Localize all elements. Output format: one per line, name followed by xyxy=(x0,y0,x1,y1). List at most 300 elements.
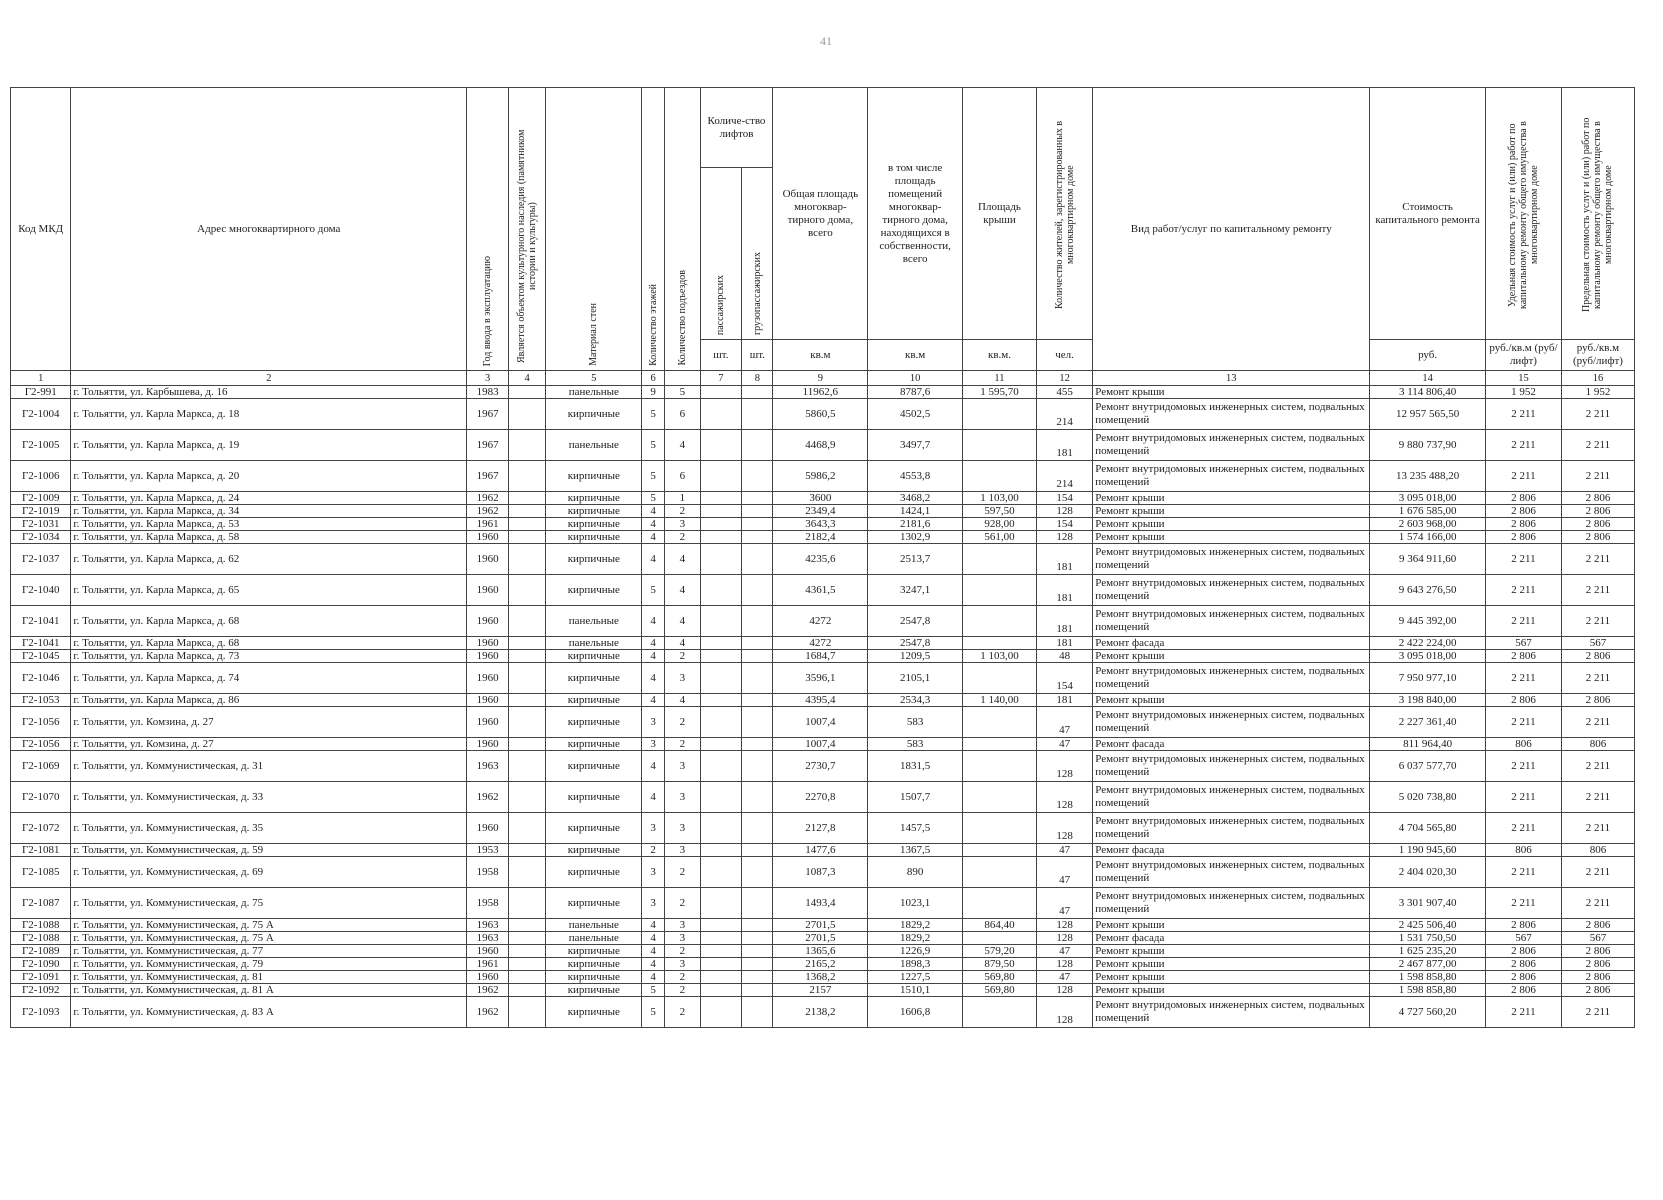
cell-total-area: 11962,6 xyxy=(773,386,868,399)
cell-wall-material: кирпичные xyxy=(546,707,642,738)
cell-limit-cost: 2 211 xyxy=(1561,813,1634,844)
column-number: 9 xyxy=(773,371,868,386)
cell-entrances: 2 xyxy=(665,650,700,663)
cell-passenger-lifts xyxy=(700,997,742,1028)
header-year: Год ввода в эксплуатацию xyxy=(467,88,509,371)
table-row xyxy=(11,544,1635,575)
cell-repair-cost: 2 603 968,00 xyxy=(1370,518,1486,531)
cell-owned-area: 1302,9 xyxy=(868,531,963,544)
cell-year: 1962 xyxy=(467,782,509,813)
cell-floors: 4 xyxy=(642,663,665,694)
cell-heritage xyxy=(508,997,546,1028)
cell-heritage xyxy=(508,637,546,650)
cell-address: г. Тольятти, ул. Коммунистическая, д. 75 А xyxy=(71,932,467,945)
cell-residents: 128 xyxy=(1036,531,1092,544)
cell-limit-cost: 2 211 xyxy=(1561,857,1634,888)
cell-owned-area: 1209,5 xyxy=(868,650,963,663)
cell-year: 1967 xyxy=(467,399,509,430)
cell-unit-cost: 2 211 xyxy=(1485,461,1561,492)
cell-floors: 3 xyxy=(642,738,665,751)
cell-roof-area xyxy=(963,888,1037,919)
column-number: 15 xyxy=(1485,371,1561,386)
cell-work-type: Ремонт крыши xyxy=(1093,505,1370,518)
cell-floors: 5 xyxy=(642,575,665,606)
header-entrances: Количество подъездов xyxy=(665,88,700,371)
cell-roof-area: 928,00 xyxy=(963,518,1037,531)
cell-wall-material: кирпичные xyxy=(546,461,642,492)
cell-residents: 128 xyxy=(1036,782,1092,813)
column-number: 13 xyxy=(1093,371,1370,386)
cell-total-area: 1368,2 xyxy=(773,971,868,984)
cell-owned-area: 1457,5 xyxy=(868,813,963,844)
cell-freight-lifts xyxy=(742,971,773,984)
cell-unit-cost: 2 211 xyxy=(1485,606,1561,637)
cell-passenger-lifts xyxy=(700,386,742,399)
cell-passenger-lifts xyxy=(700,751,742,782)
cell-year: 1962 xyxy=(467,492,509,505)
cell-roof-area xyxy=(963,782,1037,813)
cell-floors: 4 xyxy=(642,650,665,663)
page-number: 41 xyxy=(820,34,832,48)
cell-entrances: 3 xyxy=(665,844,700,857)
cell-mkd-code: Г2-1031 xyxy=(11,518,71,531)
cell-limit-cost: 1 952 xyxy=(1561,386,1634,399)
cell-floors: 4 xyxy=(642,945,665,958)
cell-address: г. Тольятти, ул. Коммунистическая, д. 59 xyxy=(71,844,467,857)
cell-repair-cost: 4 704 565,80 xyxy=(1370,813,1486,844)
cell-owned-area: 1227,5 xyxy=(868,971,963,984)
cell-mkd-code: Г2-1085 xyxy=(11,857,71,888)
table-body xyxy=(11,386,1635,1028)
cell-heritage xyxy=(508,505,546,518)
cell-work-type: Ремонт внутридомовых инженерных систем, подвальных помещений xyxy=(1093,544,1370,575)
cell-floors: 4 xyxy=(642,518,665,531)
cell-mkd-code: Г2-1069 xyxy=(11,751,71,782)
cell-wall-material: кирпичные xyxy=(546,844,642,857)
table-row xyxy=(11,399,1635,430)
cell-mkd-code: Г2-1053 xyxy=(11,694,71,707)
cell-roof-area: 569,80 xyxy=(963,984,1037,997)
cell-owned-area: 1510,1 xyxy=(868,984,963,997)
cell-floors: 4 xyxy=(642,606,665,637)
cell-floors: 4 xyxy=(642,932,665,945)
cell-year: 1963 xyxy=(467,919,509,932)
cell-freight-lifts xyxy=(742,782,773,813)
cell-work-type: Ремонт крыши xyxy=(1093,958,1370,971)
cell-limit-cost: 2 211 xyxy=(1561,888,1634,919)
cell-repair-cost: 7 950 977,10 xyxy=(1370,663,1486,694)
cell-limit-cost: 2 806 xyxy=(1561,505,1634,518)
cell-total-area: 2182,4 xyxy=(773,531,868,544)
cell-passenger-lifts xyxy=(700,971,742,984)
table-row xyxy=(11,386,1635,399)
cell-freight-lifts xyxy=(742,650,773,663)
cell-wall-material: кирпичные xyxy=(546,738,642,751)
cell-unit-cost: 2 806 xyxy=(1485,945,1561,958)
cell-owned-area: 2513,7 xyxy=(868,544,963,575)
cell-year: 1963 xyxy=(467,932,509,945)
cell-repair-cost: 3 095 018,00 xyxy=(1370,650,1486,663)
cell-address: г. Тольятти, ул. Комзина, д. 27 xyxy=(71,738,467,751)
cell-mkd-code: Г2-1072 xyxy=(11,813,71,844)
cell-entrances: 4 xyxy=(665,544,700,575)
cell-unit-cost: 2 806 xyxy=(1485,971,1561,984)
table-row xyxy=(11,430,1635,461)
cell-wall-material: кирпичные xyxy=(546,531,642,544)
unit-limit-cost: руб./кв.м (руб/лифт) xyxy=(1561,340,1634,371)
cell-owned-area: 4553,8 xyxy=(868,461,963,492)
header-residents: Количество жителей, зарегистрированных в многоквартирном доме xyxy=(1036,88,1092,340)
cell-total-area: 2165,2 xyxy=(773,958,868,971)
cell-freight-lifts xyxy=(742,606,773,637)
cell-entrances: 2 xyxy=(665,531,700,544)
cell-mkd-code: Г2-1081 xyxy=(11,844,71,857)
cell-owned-area: 1424,1 xyxy=(868,505,963,518)
cell-entrances: 2 xyxy=(665,971,700,984)
table-row xyxy=(11,958,1635,971)
cell-roof-area: 879,50 xyxy=(963,958,1037,971)
cell-wall-material: кирпичные xyxy=(546,945,642,958)
cell-residents: 128 xyxy=(1036,958,1092,971)
cell-roof-area: 1 140,00 xyxy=(963,694,1037,707)
cell-mkd-code: Г2-1092 xyxy=(11,984,71,997)
header-heritage: Является объектом культурного наследия (памятником истории и культуры) xyxy=(508,88,546,371)
cell-entrances: 3 xyxy=(665,782,700,813)
cell-residents: 128 xyxy=(1036,984,1092,997)
cell-wall-material: кирпичные xyxy=(546,971,642,984)
cell-heritage xyxy=(508,738,546,751)
table-row xyxy=(11,694,1635,707)
cell-heritage xyxy=(508,694,546,707)
cell-floors: 3 xyxy=(642,857,665,888)
cell-heritage xyxy=(508,518,546,531)
cell-freight-lifts xyxy=(742,518,773,531)
cell-entrances: 1 xyxy=(665,492,700,505)
cell-roof-area: 1 103,00 xyxy=(963,492,1037,505)
unit-total-area: кв.м xyxy=(773,340,868,371)
cell-total-area: 1365,6 xyxy=(773,945,868,958)
cell-wall-material: кирпичные xyxy=(546,505,642,518)
cell-total-area: 1007,4 xyxy=(773,707,868,738)
cell-repair-cost: 1 625 235,20 xyxy=(1370,945,1486,958)
table-row xyxy=(11,857,1635,888)
cell-roof-area xyxy=(963,738,1037,751)
column-number: 6 xyxy=(642,371,665,386)
cell-work-type: Ремонт фасада xyxy=(1093,932,1370,945)
cell-address: г. Тольятти, ул. Карла Маркса, д. 62 xyxy=(71,544,467,575)
cell-mkd-code: Г2-991 xyxy=(11,386,71,399)
column-number: 1 xyxy=(11,371,71,386)
table-row xyxy=(11,518,1635,531)
cell-total-area: 1684,7 xyxy=(773,650,868,663)
cell-wall-material: кирпичные xyxy=(546,997,642,1028)
cell-unit-cost: 2 211 xyxy=(1485,888,1561,919)
cell-repair-cost: 3 301 907,40 xyxy=(1370,888,1486,919)
table-row xyxy=(11,997,1635,1028)
cell-year: 1960 xyxy=(467,531,509,544)
cell-mkd-code: Г2-1091 xyxy=(11,971,71,984)
cell-total-area: 4272 xyxy=(773,606,868,637)
cell-entrances: 4 xyxy=(665,430,700,461)
column-number: 7 xyxy=(700,371,742,386)
cell-mkd-code: Г2-1088 xyxy=(11,919,71,932)
cell-limit-cost: 2 211 xyxy=(1561,751,1634,782)
cell-passenger-lifts xyxy=(700,399,742,430)
table-row xyxy=(11,932,1635,945)
cell-work-type: Ремонт внутридомовых инженерных систем, подвальных помещений xyxy=(1093,813,1370,844)
cell-unit-cost: 2 806 xyxy=(1485,492,1561,505)
cell-heritage xyxy=(508,782,546,813)
cell-repair-cost: 2 422 224,00 xyxy=(1370,637,1486,650)
table-row xyxy=(11,531,1635,544)
cell-limit-cost: 2 806 xyxy=(1561,531,1634,544)
cell-floors: 4 xyxy=(642,919,665,932)
cell-heritage xyxy=(508,751,546,782)
cell-owned-area: 1023,1 xyxy=(868,888,963,919)
column-number: 14 xyxy=(1370,371,1486,386)
cell-entrances: 4 xyxy=(665,606,700,637)
cell-entrances: 3 xyxy=(665,663,700,694)
cell-entrances: 3 xyxy=(665,932,700,945)
cell-passenger-lifts xyxy=(700,531,742,544)
unit-roof-area: кв.м. xyxy=(963,340,1037,371)
cell-owned-area: 1507,7 xyxy=(868,782,963,813)
cell-mkd-code: Г2-1056 xyxy=(11,738,71,751)
cell-mkd-code: Г2-1034 xyxy=(11,531,71,544)
cell-entrances: 2 xyxy=(665,945,700,958)
cell-freight-lifts xyxy=(742,694,773,707)
cell-address: г. Тольятти, ул. Карла Маркса, д. 20 xyxy=(71,461,467,492)
cell-total-area: 3596,1 xyxy=(773,663,868,694)
cell-heritage xyxy=(508,844,546,857)
cell-residents: 181 xyxy=(1036,694,1092,707)
cell-owned-area: 583 xyxy=(868,707,963,738)
cell-unit-cost: 2 806 xyxy=(1485,518,1561,531)
cell-roof-area: 1 595,70 xyxy=(963,386,1037,399)
cell-owned-area: 3247,1 xyxy=(868,575,963,606)
cell-floors: 4 xyxy=(642,505,665,518)
cell-year: 1960 xyxy=(467,663,509,694)
cell-repair-cost: 3 095 018,00 xyxy=(1370,492,1486,505)
cell-address: г. Тольятти, ул. Коммунистическая, д. 79 xyxy=(71,958,467,971)
cell-residents: 128 xyxy=(1036,919,1092,932)
cell-address: г. Тольятти, ул. Карла Маркса, д. 68 xyxy=(71,637,467,650)
cell-work-type: Ремонт внутридомовых инженерных систем, подвальных помещений xyxy=(1093,606,1370,637)
cell-limit-cost: 2 806 xyxy=(1561,971,1634,984)
cell-limit-cost: 2 211 xyxy=(1561,663,1634,694)
cell-unit-cost: 2 211 xyxy=(1485,707,1561,738)
cell-residents: 47 xyxy=(1036,945,1092,958)
cell-year: 1958 xyxy=(467,888,509,919)
cell-limit-cost: 2 211 xyxy=(1561,430,1634,461)
cell-owned-area: 1606,8 xyxy=(868,997,963,1028)
cell-total-area: 1477,6 xyxy=(773,844,868,857)
cell-address: г. Тольятти, ул. Коммунистическая, д. 35 xyxy=(71,813,467,844)
column-number: 5 xyxy=(546,371,642,386)
column-number-row xyxy=(11,371,1635,386)
column-number: 3 xyxy=(467,371,509,386)
cell-residents: 47 xyxy=(1036,971,1092,984)
cell-entrances: 2 xyxy=(665,505,700,518)
cell-work-type: Ремонт внутридомовых инженерных систем, подвальных помещений xyxy=(1093,857,1370,888)
cell-roof-area: 597,50 xyxy=(963,505,1037,518)
cell-total-area: 4361,5 xyxy=(773,575,868,606)
cell-heritage xyxy=(508,575,546,606)
table-row xyxy=(11,945,1635,958)
cell-year: 1961 xyxy=(467,958,509,971)
cell-residents: 154 xyxy=(1036,492,1092,505)
cell-wall-material: панельные xyxy=(546,919,642,932)
cell-roof-area xyxy=(963,707,1037,738)
header-roof-area: Площадь крыши xyxy=(963,88,1037,340)
cell-floors: 2 xyxy=(642,844,665,857)
cell-address: г. Тольятти, ул. Карла Маркса, д. 53 xyxy=(71,518,467,531)
cell-limit-cost: 2 211 xyxy=(1561,707,1634,738)
cell-roof-area: 579,20 xyxy=(963,945,1037,958)
cell-entrances: 3 xyxy=(665,958,700,971)
cell-address: г. Тольятти, ул. Карла Маркса, д. 65 xyxy=(71,575,467,606)
cell-freight-lifts xyxy=(742,399,773,430)
cell-passenger-lifts xyxy=(700,694,742,707)
cell-total-area: 4395,4 xyxy=(773,694,868,707)
cell-owned-area: 1831,5 xyxy=(868,751,963,782)
cell-passenger-lifts xyxy=(700,958,742,971)
cell-year: 1960 xyxy=(467,945,509,958)
cell-unit-cost: 2 806 xyxy=(1485,505,1561,518)
cell-freight-lifts xyxy=(742,707,773,738)
cell-residents: 455 xyxy=(1036,386,1092,399)
cell-unit-cost: 567 xyxy=(1485,637,1561,650)
cell-passenger-lifts xyxy=(700,505,742,518)
cell-passenger-lifts xyxy=(700,857,742,888)
header-floors: Количество этажей xyxy=(642,88,665,371)
cell-freight-lifts xyxy=(742,813,773,844)
cell-entrances: 2 xyxy=(665,857,700,888)
cell-total-area: 1007,4 xyxy=(773,738,868,751)
cell-floors: 5 xyxy=(642,997,665,1028)
cell-freight-lifts xyxy=(742,386,773,399)
cell-freight-lifts xyxy=(742,430,773,461)
cell-residents: 48 xyxy=(1036,650,1092,663)
cell-year: 1962 xyxy=(467,997,509,1028)
cell-floors: 5 xyxy=(642,461,665,492)
cell-floors: 5 xyxy=(642,492,665,505)
cell-residents: 128 xyxy=(1036,813,1092,844)
cell-entrances: 6 xyxy=(665,399,700,430)
cell-entrances: 4 xyxy=(665,694,700,707)
cell-heritage xyxy=(508,945,546,958)
cell-roof-area xyxy=(963,857,1037,888)
cell-year: 1962 xyxy=(467,505,509,518)
cell-owned-area: 1367,5 xyxy=(868,844,963,857)
cell-limit-cost: 2 211 xyxy=(1561,575,1634,606)
cell-heritage xyxy=(508,857,546,888)
cell-limit-cost: 2 806 xyxy=(1561,919,1634,932)
cell-entrances: 2 xyxy=(665,707,700,738)
cell-heritage xyxy=(508,650,546,663)
cell-limit-cost: 2 211 xyxy=(1561,544,1634,575)
cell-address: г. Тольятти, ул. Комзина, д. 27 xyxy=(71,707,467,738)
cell-wall-material: панельные xyxy=(546,430,642,461)
cell-limit-cost: 2 806 xyxy=(1561,694,1634,707)
header-wall-material: Материал стен xyxy=(546,88,642,371)
cell-freight-lifts xyxy=(742,505,773,518)
cell-repair-cost: 1 598 858,80 xyxy=(1370,971,1486,984)
unit-owned-area: кв.м xyxy=(868,340,963,371)
cell-limit-cost: 567 xyxy=(1561,637,1634,650)
cell-repair-cost: 2 404 020,30 xyxy=(1370,857,1486,888)
cell-work-type: Ремонт крыши xyxy=(1093,492,1370,505)
unit-passenger-lifts: шт. xyxy=(700,340,742,371)
header-freight-lifts: грузопассажирских xyxy=(742,168,773,340)
column-number: 16 xyxy=(1561,371,1634,386)
cell-address: г. Тольятти, ул. Коммунистическая, д. 81 xyxy=(71,971,467,984)
cell-residents: 47 xyxy=(1036,888,1092,919)
cell-residents: 47 xyxy=(1036,857,1092,888)
cell-repair-cost: 2 467 877,00 xyxy=(1370,958,1486,971)
cell-residents: 214 xyxy=(1036,399,1092,430)
cell-work-type: Ремонт крыши xyxy=(1093,984,1370,997)
cell-mkd-code: Г2-1088 xyxy=(11,932,71,945)
header-work-type: Вид работ/услуг по капитальному ремонту xyxy=(1093,88,1370,371)
cell-total-area: 5860,5 xyxy=(773,399,868,430)
cell-repair-cost: 2 425 506,40 xyxy=(1370,919,1486,932)
table-row xyxy=(11,637,1635,650)
cell-residents: 154 xyxy=(1036,518,1092,531)
cell-roof-area xyxy=(963,997,1037,1028)
cell-freight-lifts xyxy=(742,932,773,945)
cell-total-area: 2157 xyxy=(773,984,868,997)
cell-wall-material: панельные xyxy=(546,606,642,637)
cell-heritage xyxy=(508,707,546,738)
column-number: 11 xyxy=(963,371,1037,386)
cell-freight-lifts xyxy=(742,958,773,971)
cell-mkd-code: Г2-1037 xyxy=(11,544,71,575)
cell-year: 1967 xyxy=(467,461,509,492)
cell-mkd-code: Г2-1070 xyxy=(11,782,71,813)
cell-residents: 181 xyxy=(1036,544,1092,575)
cell-freight-lifts xyxy=(742,575,773,606)
cell-year: 1960 xyxy=(467,650,509,663)
cell-repair-cost: 9 364 911,60 xyxy=(1370,544,1486,575)
cell-freight-lifts xyxy=(742,888,773,919)
cell-year: 1958 xyxy=(467,857,509,888)
cell-owned-area: 1898,3 xyxy=(868,958,963,971)
cell-mkd-code: Г2-1045 xyxy=(11,650,71,663)
cell-roof-area xyxy=(963,663,1037,694)
header-mkd-code: Код МКД xyxy=(11,88,71,371)
table-row xyxy=(11,606,1635,637)
cell-mkd-code: Г2-1040 xyxy=(11,575,71,606)
cell-wall-material: панельные xyxy=(546,932,642,945)
cell-repair-cost: 9 643 276,50 xyxy=(1370,575,1486,606)
cell-floors: 3 xyxy=(642,888,665,919)
header-repair-cost: Стоимость капитального ремонта xyxy=(1370,88,1486,340)
table-header xyxy=(11,88,1635,386)
cell-unit-cost: 2 211 xyxy=(1485,663,1561,694)
cell-entrances: 4 xyxy=(665,575,700,606)
cell-mkd-code: Г2-1046 xyxy=(11,663,71,694)
cell-address: г. Тольятти, ул. Карла Маркса, д. 18 xyxy=(71,399,467,430)
cell-year: 1960 xyxy=(467,694,509,707)
cell-work-type: Ремонт внутридомовых инженерных систем, подвальных помещений xyxy=(1093,782,1370,813)
cell-freight-lifts xyxy=(742,857,773,888)
cell-freight-lifts xyxy=(742,663,773,694)
cell-residents: 47 xyxy=(1036,844,1092,857)
cell-heritage xyxy=(508,461,546,492)
cell-passenger-lifts xyxy=(700,637,742,650)
cell-year: 1962 xyxy=(467,984,509,997)
